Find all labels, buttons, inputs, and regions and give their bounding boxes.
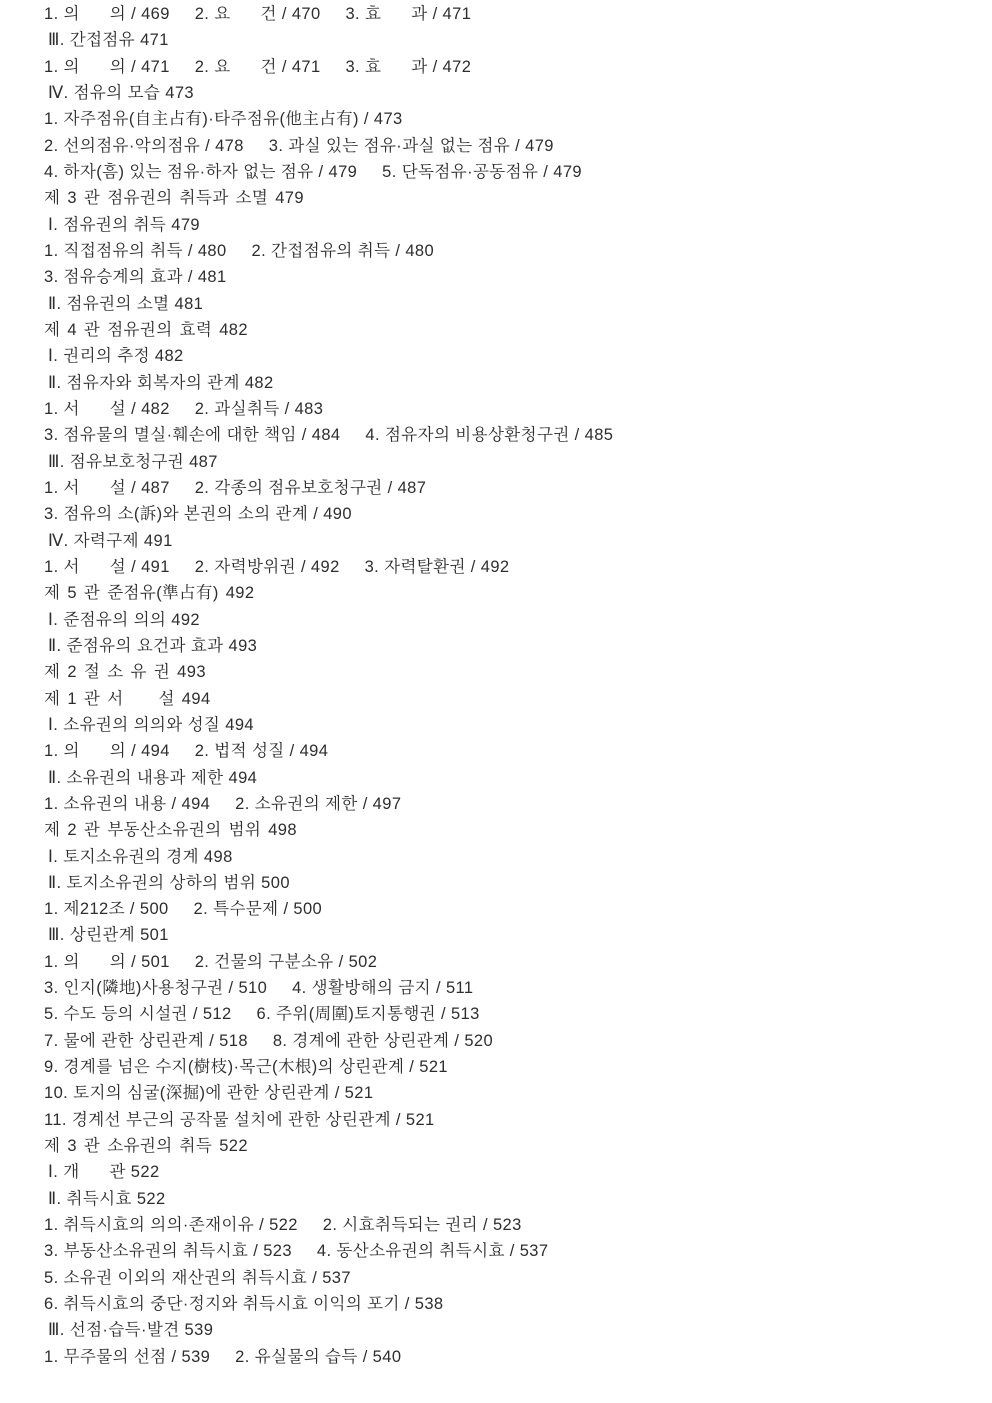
toc-line: Ⅰ. 권리의 추정 482 bbox=[48, 347, 184, 366]
toc-line: 3. 점유의 소(訴)와 본권의 소의 관계 / 490 bbox=[44, 505, 352, 524]
toc-line: Ⅰ. 개 관 522 bbox=[48, 1163, 160, 1182]
toc-line: 3. 부동산소유권의 취득시효 / 523 4. 동산소유권의 취득시효 / 537 bbox=[44, 1242, 549, 1261]
toc-line: 7. 물에 관한 상린관계 / 518 8. 경계에 관한 상린관계 / 520 bbox=[44, 1031, 494, 1050]
toc-line: Ⅰ. 토지소유권의 경계 498 bbox=[48, 847, 233, 866]
toc-line: Ⅰ. 준점유의 의의 492 bbox=[48, 610, 200, 629]
toc-line: 제 2 관 부동산소유권의 범위 498 bbox=[44, 821, 297, 840]
toc-line: 3. 인지(隣地)사용청구권 / 510 4. 생활방해의 금지 / 511 bbox=[44, 979, 474, 998]
toc-line: 2. 선의점유·악의점유 / 478 3. 과실 있는 점유·과실 없는 점유 / 479 bbox=[44, 136, 554, 155]
toc-line: 1. 서 설 / 482 2. 과실취득 / 483 bbox=[44, 399, 324, 418]
toc-line: Ⅲ. 점유보호청구권 487 bbox=[48, 452, 218, 471]
toc-line: 1. 의 의 / 471 2. 요 건 / 471 3. 효 과 / 472 bbox=[44, 57, 472, 76]
toc-line: 3. 점유승계의 효과 / 481 bbox=[44, 268, 227, 287]
toc-line: Ⅱ. 점유자와 회복자의 관계 482 bbox=[48, 373, 274, 392]
toc-line: Ⅲ. 간접점유 471 bbox=[48, 31, 169, 50]
toc-line: 1. 무주물의 선점 / 539 2. 유실물의 습득 / 540 bbox=[44, 1347, 402, 1366]
toc-line: Ⅲ. 상린관계 501 bbox=[48, 926, 169, 945]
toc-line: 1. 직접점유의 취득 / 480 2. 간접점유의 취득 / 480 bbox=[44, 241, 435, 260]
toc-line: 1. 의 의 / 501 2. 건물의 구분소유 / 502 bbox=[44, 952, 378, 971]
toc-line: 3. 점유물의 멸실·훼손에 대한 책임 / 484 4. 점유자의 비용상환청구권 / 485 bbox=[44, 426, 614, 445]
toc-line: 제 5 관 준점유(準占有) 492 bbox=[44, 584, 255, 603]
toc-line: 1. 의 의 / 494 2. 법적 성질 / 494 bbox=[44, 742, 329, 761]
toc-line: Ⅱ. 준점유의 요건과 효과 493 bbox=[48, 636, 258, 655]
toc-line: 제 3 관 소유권의 취득 522 bbox=[44, 1137, 248, 1156]
toc-line: Ⅳ. 자력구제 491 bbox=[48, 531, 173, 550]
toc-line: 9. 경계를 넘은 수지(樹枝)·목근(木根)의 상린관계 / 521 bbox=[44, 1058, 448, 1077]
toc-line: 제 4 관 점유권의 효력 482 bbox=[44, 320, 248, 339]
toc-line: Ⅱ. 소유권의 내용과 제한 494 bbox=[48, 768, 258, 787]
toc-line: Ⅱ. 취득시효 522 bbox=[48, 1189, 166, 1208]
toc-line: Ⅲ. 선점·습득·발견 539 bbox=[48, 1321, 214, 1340]
toc-line: Ⅱ. 점유권의 소멸 481 bbox=[48, 294, 204, 313]
toc-line: 1. 서 설 / 491 2. 자력방위권 / 492 3. 자력탈환권 / 492 bbox=[44, 557, 510, 576]
toc-line: 11. 경계선 부근의 공작물 설치에 관한 상린관계 / 521 bbox=[44, 1110, 435, 1129]
toc-line: 제 3 관 점유권의 취득과 소멸 479 bbox=[44, 189, 304, 208]
toc-line: 1. 취득시효의 의의·존재이유 / 522 2. 시효취득되는 권리 / 523 bbox=[44, 1216, 522, 1235]
toc-line: 1. 의 의 / 469 2. 요 건 / 470 3. 효 과 / 471 bbox=[44, 5, 472, 23]
toc-line: 4. 하자(흠) 있는 점유·하자 없는 점유 / 479 5. 단독점유·공동점유 / 479 bbox=[44, 162, 583, 181]
toc-line: 1. 서 설 / 487 2. 각종의 점유보호청구권 / 487 bbox=[44, 478, 427, 497]
toc-line: 1. 소유권의 내용 / 494 2. 소유권의 제한 / 497 bbox=[44, 794, 402, 813]
toc-line: Ⅰ. 점유권의 취득 479 bbox=[48, 215, 200, 234]
toc-line: Ⅱ. 토지소유권의 상하의 범위 500 bbox=[48, 873, 290, 892]
toc-line: Ⅰ. 소유권의 의의와 성질 494 bbox=[48, 715, 254, 734]
toc-line: 5. 수도 등의 시설권 / 512 6. 주위(周圍)토지통행권 / 513 bbox=[44, 1005, 480, 1024]
toc-line: 제 2 절 소 유 권 493 bbox=[44, 663, 206, 682]
toc-line: Ⅳ. 점유의 모습 473 bbox=[48, 83, 194, 102]
table-of-contents bbox=[44, 1, 972, 1370]
toc-line: 제 1 관 서 설 494 bbox=[44, 689, 211, 708]
toc-line: 10. 토지의 심굴(深掘)에 관한 상린관계 / 521 bbox=[44, 1084, 374, 1103]
toc-line: 1. 자주점유(自主占有)·타주점유(他主占有) / 473 bbox=[44, 110, 403, 129]
toc-line: 5. 소유권 이외의 재산권의 취득시효 / 537 bbox=[44, 1268, 351, 1287]
toc-line: 6. 취득시효의 중단·정지와 취득시효 이익의 포기 / 538 bbox=[44, 1295, 444, 1314]
toc-line: 1. 제212조 / 500 2. 특수문제 / 500 bbox=[44, 900, 323, 919]
